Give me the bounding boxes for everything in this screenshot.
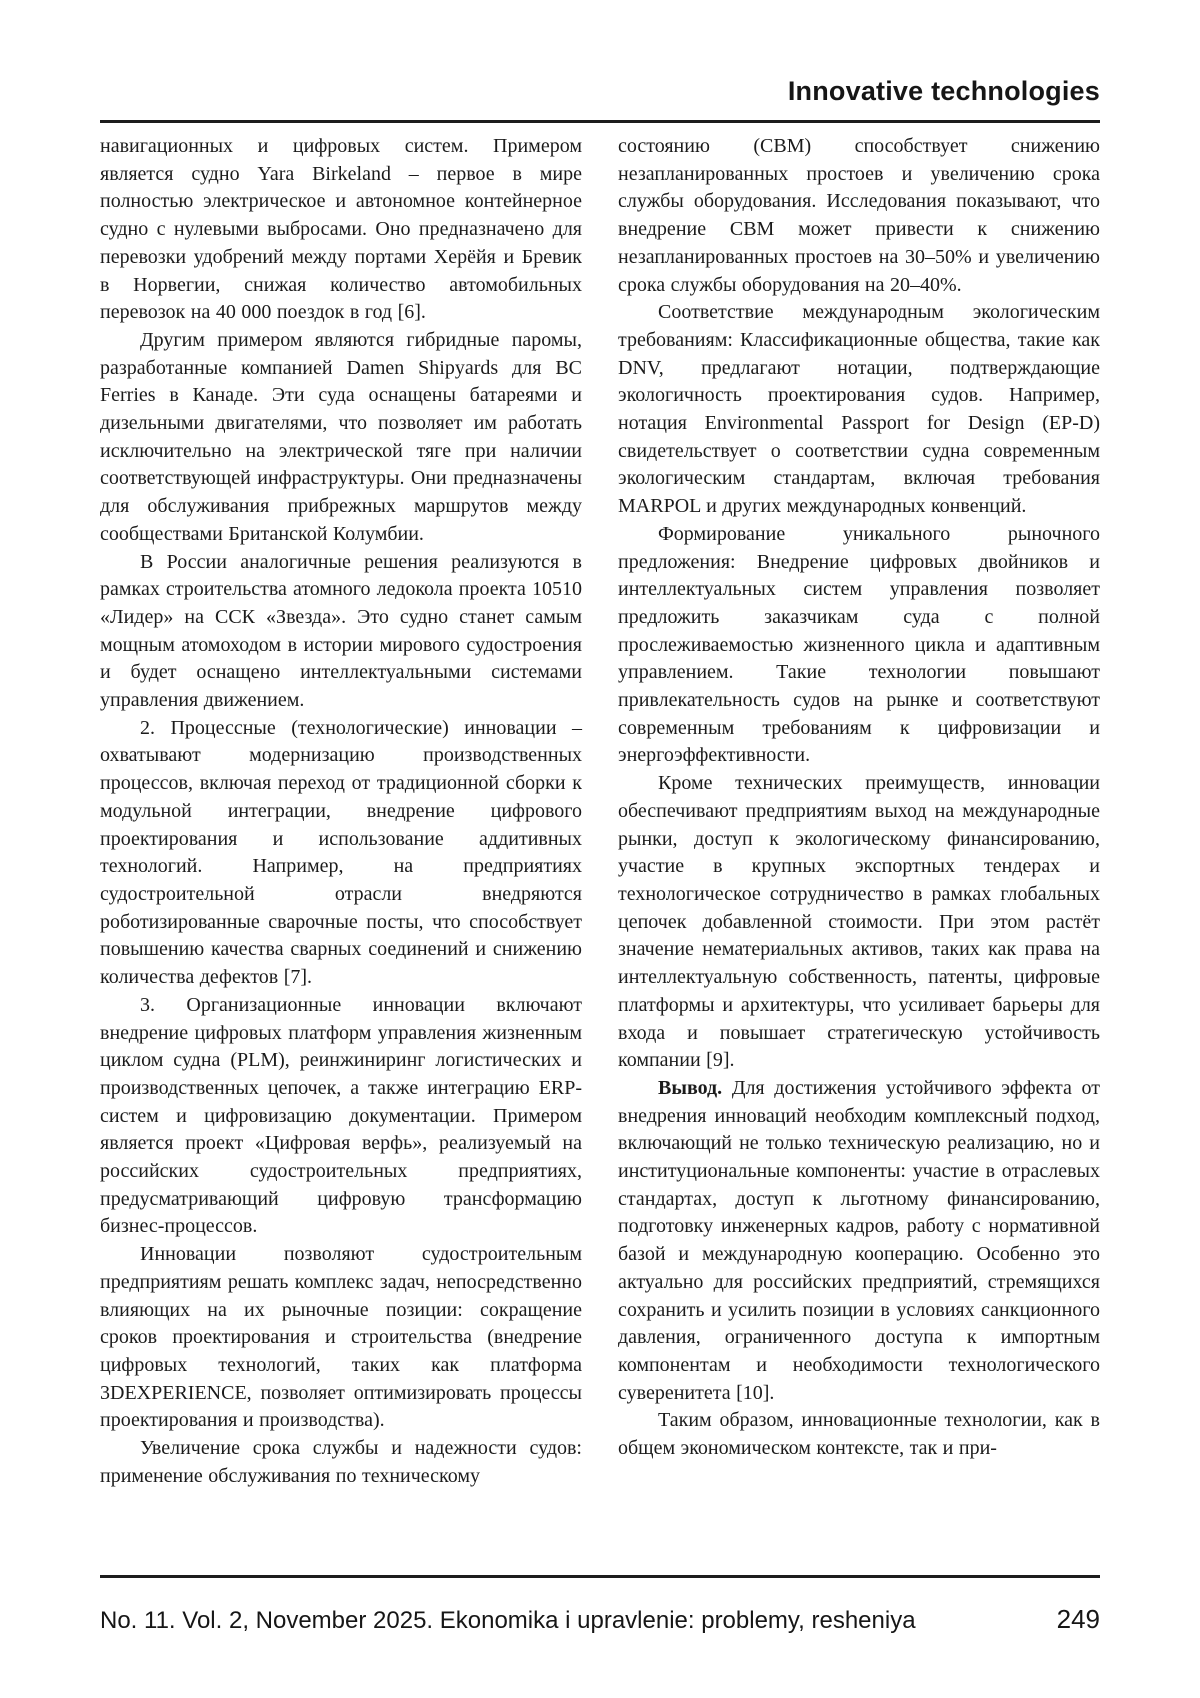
- page-number: 249: [1056, 1604, 1100, 1634]
- header-rule: [100, 120, 1100, 123]
- running-head: Innovative technologies: [787, 76, 1100, 106]
- footer-rule: [100, 1575, 1100, 1578]
- paragraph: 2. Процессные (технологические) инновации – охватывают модернизацию производственных процессов, включая переход от традиционной сборки к модульной интеграции, внедрение цифрового проектирования и использование аддитивных технологий. Например, на предприятиях судостроительной отрасли внедряются роботизированные сварочные посты, что способствует повышению качества сварных соединений и снижению количества дефектов [7].: [100, 716, 582, 989]
- page-footer: [100, 1604, 1100, 1635]
- paragraph: Соответствие международным экологическим требованиям: Классификационные общества, такие как DNV, предлагают нотации, подтверждающие экологичность проектирования судов. Например, нотация Environmental Passport for Design (EP-D) свидетельствует о соответствии судна современным экологическим стандартам, включая требования MARPOL и других международных конвенций.: [618, 301, 1100, 518]
- text-column-right: [618, 133, 1100, 1553]
- paragraph: 3. Организационные инновации включают внедрение цифровых платформ управления жизненным циклом судна (PLM), реинжиниринг логистических и производственных цепочек, а также интеграцию ERP-систем и цифровизацию документации. Примером является проект «Цифровая верфь», реализуемый на российских судостроительных предприятиях, предусматривающий цифровую трансформацию бизнес-процессов.: [100, 993, 582, 1238]
- paragraph: Кроме технических преимуществ, инновации обеспечивают предприятиям выход на международные рынки, доступ к экологическому финансированию, участие в крупных экспортных тендерах и технологическое сотрудничество в рамках глобальных цепочек добавленной стоимости. При этом растёт значение нематериальных активов, таких как права на интеллектуальную собственность, патенты, цифровые платформы и архитектуры, что усиливает барьеры для входа и повышает стратегическую устойчивость компании [9].: [618, 772, 1100, 1072]
- paragraph: В России аналогичные решения реализуются в рамках строительства атомного ледокола проекта 10510 «Лидер» на ССК «Звезда». Это судно станет самым мощным атомоходом в истории мирового судостроения и будет оснащено интеллектуальными системами управления движением.: [100, 550, 582, 712]
- conclusion-paragraph: [618, 1075, 1100, 1407]
- article-body: [100, 133, 1100, 1553]
- journal-footer-text: No. 11. Vol. 2, November 2025. Ekonomika i upravlenie: problemy, resheniya: [100, 1607, 916, 1634]
- conclusion-label: Вывод.: [658, 1076, 723, 1099]
- paragraph: Другим примером являются гибридные паромы, разработанные компанией Damen Shipyards для BC Ferries в Канаде. Эти суда оснащены батареями и дизельными двигателями, что позволяет им работать исключительно на электрической тяге при наличии соответствующей инфраструктуры. Они предназначены для обслуживания прибрежных маршрутов между сообществами Британской Колумбии.: [100, 328, 582, 545]
- paragraph: Таким образом, инновационные технологии, как в общем экономическом контексте, так и при-: [618, 1409, 1100, 1460]
- paragraph: состоянию (CBM) способствует снижению незапланированных простоев и увеличению срока службы оборудования. Исследования показывают, что внедрение CBM может привести к снижению незапланированных простоев на 30–50% и увеличению срока службы оборудования на 20–40%.: [618, 135, 1100, 296]
- paragraph: навигационных и цифровых систем. Примером является судно Yara Birkeland – первое в мире полностью электрическое и автономное контейнерное судно с нулевыми выбросами. Оно предназначено для перевозки удобрений между портами Херёйя и Бревик в Норвегии, снижая количество автомобильных перевозок на 40 000 поездок в год [6].: [100, 135, 582, 324]
- paragraph: Инновации позволяют судостроительным предприятиям решать комплекс задач, непосредственно влияющих на их рыночные позиции: сокращение сроков проектирования и строительства (внедрение цифровых технологий, таких как платформа 3DEXPERIENCE, позволяет оптимизировать процессы проектирования и производства).: [100, 1243, 582, 1432]
- paragraph: Формирование уникального рыночного предложения: Внедрение цифровых двойников и интеллектуальных систем управления позволяет предложить заказчикам суда с полной прослеживаемостью жизненного цикла и адаптивным управлением. Такие технологии повышают привлекательность судов на рынке и соответствуют современным требованиям к цифровизации и энергоэффективности.: [618, 522, 1100, 767]
- paragraph: Увеличение срока службы и надежности судов: применение обслуживания по техническому: [100, 1437, 582, 1487]
- text-column-left: [100, 133, 582, 1553]
- conclusion-text: Для достижения устойчивого эффекта от внедрения инноваций необходим комплексный подход, включающий не только техническую реализацию, но и институциональные компоненты: участие в отраслевых стандартах, доступ к льготному финансированию, подготовку инженерных кадров, работу с нормативной базой и международную кооперацию. Особенно это актуально для российских предприятий, стремящихся сохранить и усилить позиции в условиях санкционного давления, ограниченного доступа к импортным компонентам и необходимости технологического суверенитета [10].: [618, 1076, 1100, 1404]
